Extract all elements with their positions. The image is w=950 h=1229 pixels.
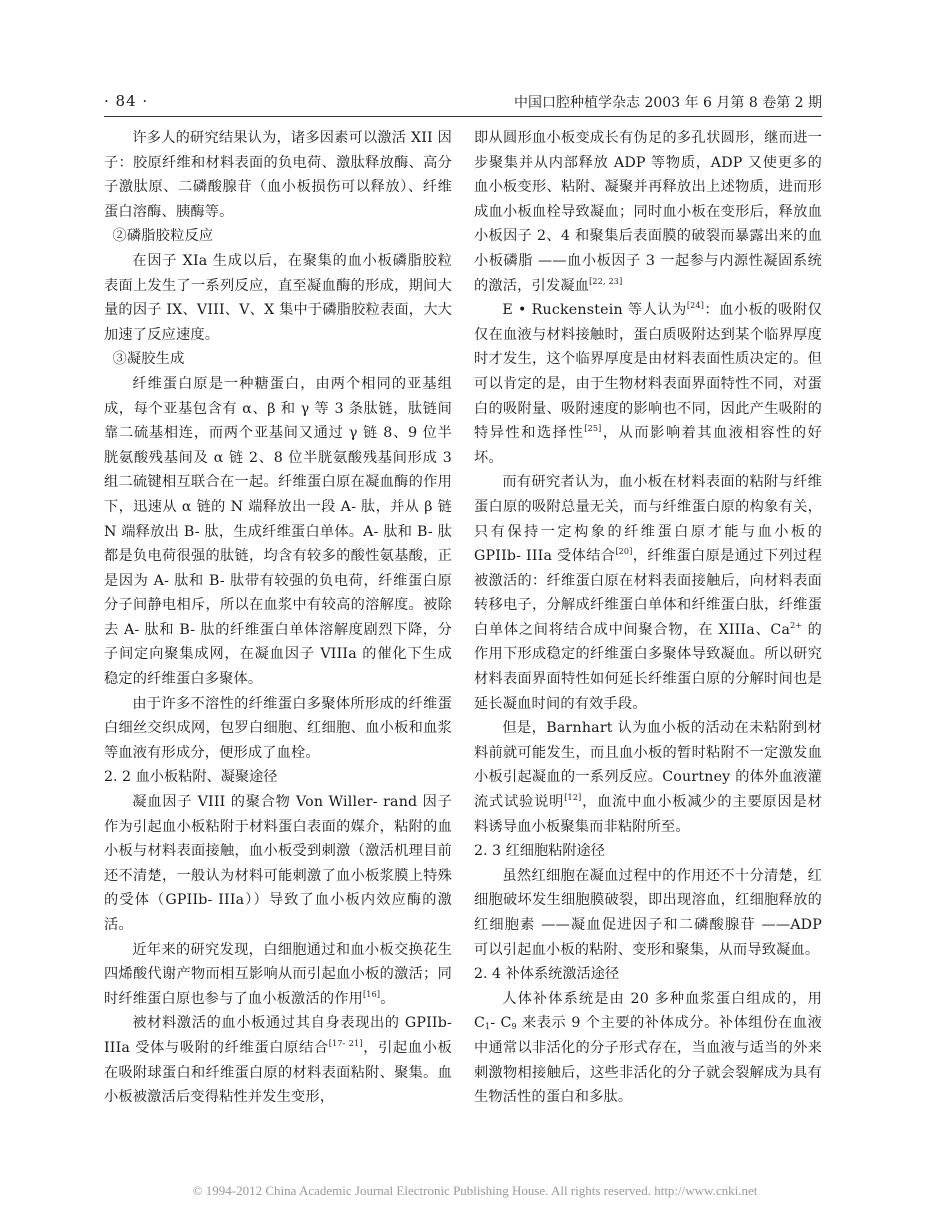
right-column bbox=[474, 126, 822, 1110]
paragraph: 虽然红细胞在凝血过程中的作用还不十分清楚，红细胞破坏发生细胞膜破裂，即出现溶血，红细胞释放的红细胞素 ——凝血促进因子和二磷酸腺苷 ——ADP 可以引起血小板的粘附、变形和聚集，从而导致凝血。 bbox=[474, 867, 822, 958]
citation: [24] bbox=[686, 301, 705, 311]
page-number: · 84 · bbox=[104, 92, 149, 110]
paragraph: 即从圆形血小板变成长有伪足的多孔状圆形，继而进一步聚集并从内部释放 ADP 等物质，ADP 又使更多的血小板变形、粘附、凝聚并再释放出上述物质，进而形成血小板血栓导致凝血；同时血小板在变形后，释放血小板因子 2、4 和聚集后表面膜的破裂而暴露出来的血小板磷脂 ——血小板因子 3 一起参与内源性凝固系统的激活，引发凝血[22, 23] bbox=[474, 130, 822, 294]
paragraph: 由于许多不溶性的纤维蛋白多聚体所形成的纤维蛋白细丝交织成网，包罗白细胞、红细胞、血小板和血浆等血液有形成分，便形成了血栓。 bbox=[104, 695, 452, 761]
paragraph: 凝血因子 VIII 的聚合物 Von Willer- rand 因子作为引起血小板粘附于材料蛋白表面的媒介，粘附的血小板与材料表面接触，血小板受到刺激（激活机理目前还不清楚，一般认为材料可能刺激了血小板浆膜上特殊的受体（GPIIb- IIIa））导致了血小板内效应酶的激活。 bbox=[104, 794, 452, 933]
paragraph: E • Ruckenstein 等人认为[24]：血小板的吸附仅仅在血液与材料接触时，蛋白质吸附达到某个临界厚度时才发生，这个临界厚度是由材料表面性质决定的。但可以肯定的是，由于生物材料表面界面特性不同，对蛋白的吸附量、吸附速度的影响也不同，因此产生吸附的特异性和选择性[25]，从而影响着其血液相容性的好坏。 bbox=[474, 301, 822, 466]
section-heading-2-4: 2. 4 补体系统激活途径 bbox=[474, 966, 620, 983]
paragraph: 在因子 XIa 生成以后，在聚集的血小板磷脂胶粒表面上发生了一系列反应，直至凝血酶的形成，期间大量的因子 IX、VIII、V、X 集中于磷脂胶粒表面，大大加速了反应速度。 bbox=[104, 252, 452, 343]
header-rule bbox=[104, 116, 822, 117]
section-heading-2-3: 2. 3 红细胞粘附途径 bbox=[474, 843, 605, 860]
superscript: 2+ bbox=[790, 620, 803, 630]
subheading-gel-formation: ③凝胶生成 bbox=[112, 351, 185, 368]
citation: [17- 21] bbox=[328, 1038, 363, 1048]
paragraph: 近年来的研究发现，白细胞通过和血小板交换花生四烯酸代谢产物而相互影响从而引起血小板的激活；同时纤维蛋白原也参与了血小板激活的作用[16]。 bbox=[104, 941, 452, 1007]
subheading-phospholipid: ②磷脂胶粒反应 bbox=[112, 228, 214, 245]
journal-info: 中国口腔种植学杂志 2003 年 6 月第 8 卷第 2 期 bbox=[514, 95, 822, 111]
section-heading-2-2: 2. 2 血小板粘附、凝聚途径 bbox=[104, 769, 278, 786]
paragraph: 人体补体系统是由 20 多种血浆蛋白组成的，用 $C_1-$ $C_9$ 来表示 9 个主要的补体成分。补体组份在血液中通常以非活化的分子形式存在，当血液与适当的外来刺激物相接触后，这些非活化的分子就会裂解成为具有生物活性的蛋白和多肽。 bbox=[474, 990, 822, 1106]
citation: [16] bbox=[362, 989, 381, 999]
paragraph: 而有研究者认为，血小板在材料表面的粘附与纤维蛋白原的吸附总量无关，而与纤维蛋白原的构象有关，只有保持一定构象的纤维蛋白原才能与血小板的 GPIIb- IIIa 受体结合[20]，纤维蛋白原是通过下列过程被激活的：纤维蛋白原在材料表面接触后，向材料表面转移电子，分解成纤维蛋白单体和纤维蛋白肽，纤维蛋白单体之间将结合成中间聚合物，在 XIIIa、$Ca^{2+}$ 的作用下形成稳定的纤维蛋白多聚体导致凝血。所以研究材料表面界面特性如何延长纤维蛋白原的分解时间也是延长凝血时间的有效手段。 bbox=[474, 474, 822, 712]
citation: [20] bbox=[615, 547, 633, 557]
paragraph: 纤维蛋白原是一种糖蛋白，由两个相同的亚基组成，每个亚基包含有 α、β 和 γ 等 3 条肽链，肽链间靠二硫基相连，而两个亚基间又通过 γ 链 8、9 位半胱氨酸残基间及 α 链 2、8 位半胱氨酸残基间形成 3 组二硫键相互联合在一起。纤维蛋白原在凝血酶的作用下，迅速从 α 链的 N 端释放出一段 A- 肽，并从 β 链 N 端释放出 B- 肽，生成纤维蛋白单体。A- 肽和 B- 肽都是负电荷很强的肽链，均含有较多的酸性氨基酸，正是因为 A- 肽和 B- 肽带有较强的负电荷，纤维蛋白原分子间静电相斥，所以在血浆中有较高的溶解度。被除去 A- 肽和 B- 肽的纤维蛋白单体溶解度剧烈下降，分子间定向聚集成网，在凝血因子 VIIIa 的催化下生成稳定的纤维蛋白多聚体。 bbox=[104, 375, 452, 688]
citation: [22, 23] bbox=[589, 276, 623, 286]
paragraph: 但是，Barnhart 认为血小板的活动在未粘附到材料前就可能发生，而且血小板的暂时粘附不一定激发血小板引起凝血的一系列反应。Courtney 的体外血液灌流式试验说明[12]，血流中血小板减少的主要原因是材料诱导血小板聚集而非粘附所至。 bbox=[474, 720, 823, 835]
left-column bbox=[104, 126, 452, 1110]
citation: [25] bbox=[584, 424, 602, 434]
paragraph: 许多人的研究结果认为，诸多因素可以激活 XII 因子：胶原纤维和材料表面的负电荷、激肽释放酶、高分子激肽原、二磷酸腺苷（血小板损伤可以释放）、纤维蛋白溶酶、胰酶等。 bbox=[104, 130, 452, 220]
citation: [12] bbox=[564, 793, 582, 803]
copyright-footer: © 1994-2012 China Academic Journal Electronic Publishing House. All rights reserved. http://www.cnki.net bbox=[192, 1183, 758, 1198]
paragraph: 被材料激活的血小板通过其自身表现出的 GPIIb- IIIa 受体与吸附的纤维蛋白原结合[17- 21]，引起血小板在吸附球蛋白和纤维蛋白原的材料表面粘附、聚集。血小板被激活后变得粘性并发生变形， bbox=[104, 1015, 452, 1106]
page-header bbox=[104, 88, 822, 116]
